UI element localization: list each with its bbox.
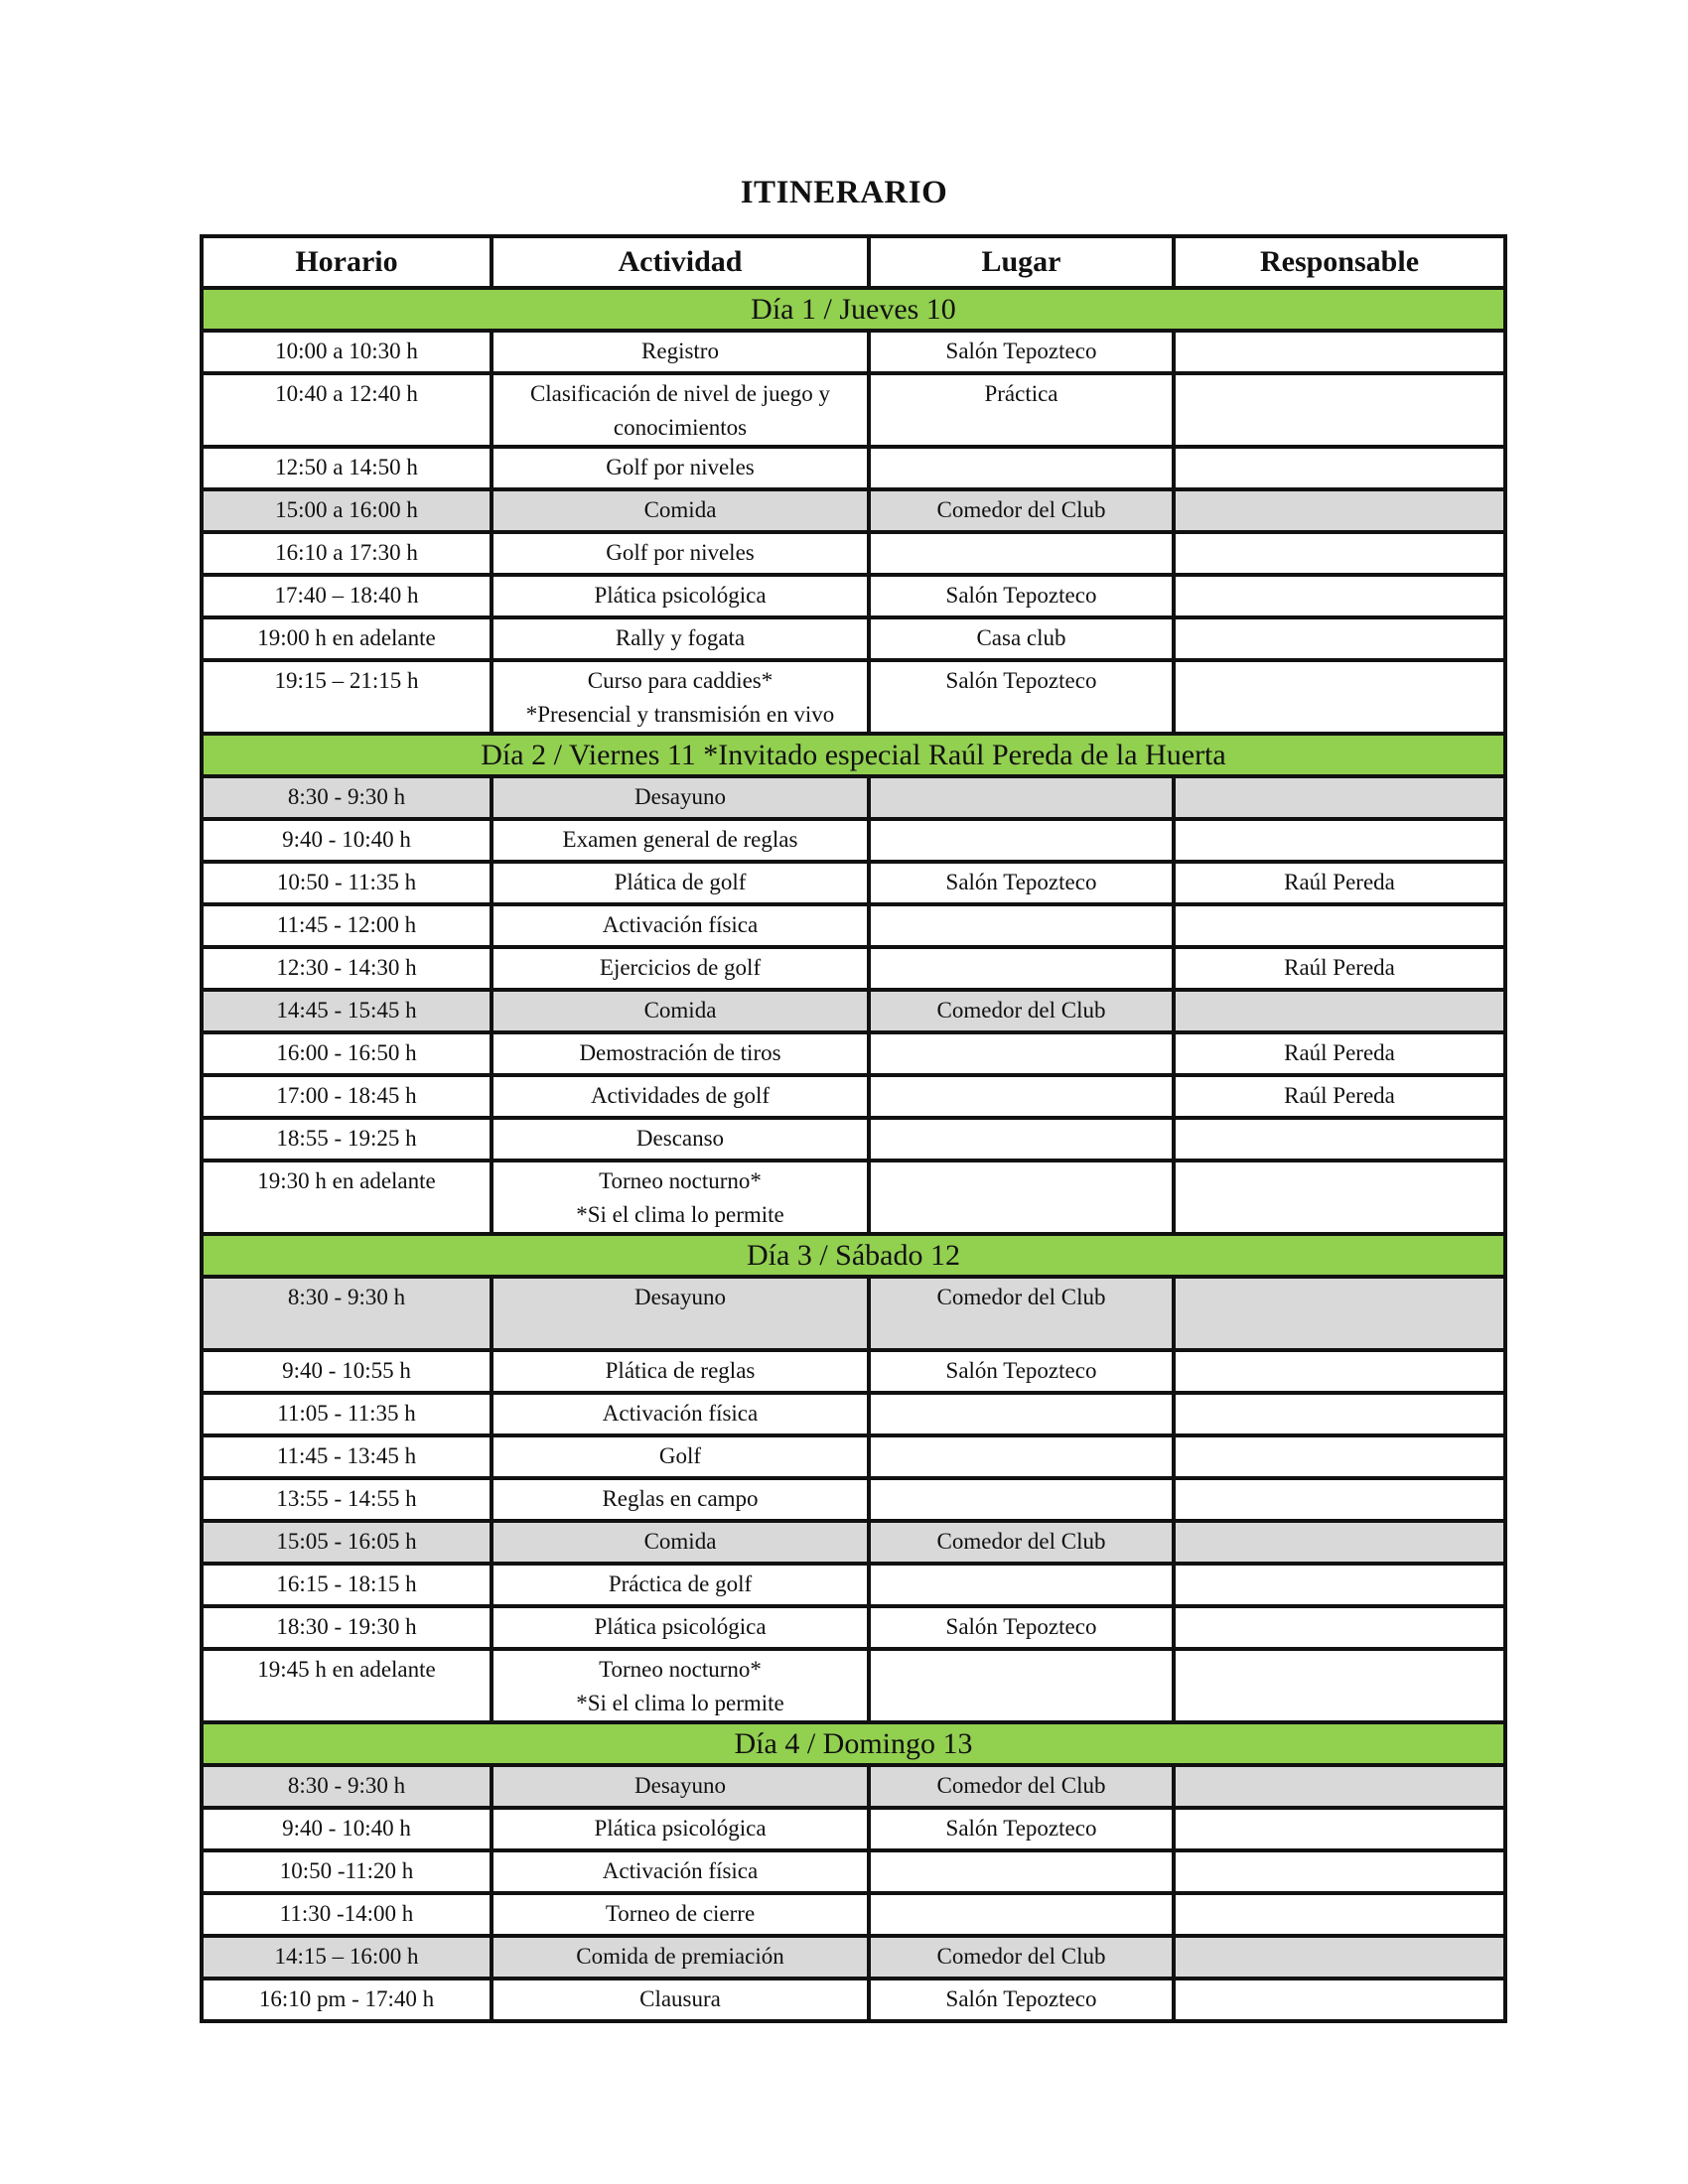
activity-line: Plática psicológica	[594, 1816, 767, 1841]
cell-responsable	[1174, 331, 1505, 373]
cell-lugar	[869, 1160, 1174, 1234]
activity-line: Activación física	[602, 912, 759, 937]
cell-horario: 18:55 - 19:25 h	[202, 1118, 492, 1160]
table-row	[202, 1936, 1505, 1979]
activity-line: Curso para caddies*	[587, 668, 774, 693]
activity-line: Actividades de golf	[590, 1083, 771, 1108]
cell-horario: 14:15 – 16:00 h	[202, 1936, 492, 1979]
cell-horario: 15:05 - 16:05 h	[202, 1521, 492, 1564]
cell-lugar: Salón Tepozteco	[869, 1606, 1174, 1649]
cell-actividad	[492, 862, 869, 904]
cell-lugar	[869, 1393, 1174, 1435]
cell-horario: 15:00 a 16:00 h	[202, 489, 492, 532]
activity-line: Torneo nocturno*	[599, 1168, 762, 1193]
cell-actividad	[492, 1277, 869, 1350]
cell-lugar	[869, 1032, 1174, 1075]
table-row	[202, 1850, 1505, 1893]
cell-actividad	[492, 447, 869, 489]
day-heading-row	[202, 734, 1505, 776]
table-row	[202, 489, 1505, 532]
activity-line: Clasificación de nivel de juego y	[529, 381, 831, 406]
activity-line: Golf por niveles	[606, 540, 755, 565]
cell-lugar: Comedor del Club	[869, 1521, 1174, 1564]
cell-horario: 16:10 pm - 17:40 h	[202, 1979, 492, 2021]
cell-actividad	[492, 1765, 869, 1808]
cell-responsable	[1174, 1564, 1505, 1606]
activity-line: Desayuno	[634, 784, 726, 809]
table-row	[202, 1160, 1505, 1234]
cell-horario: 10:50 - 11:35 h	[202, 862, 492, 904]
cell-horario: 11:30 -14:00 h	[202, 1893, 492, 1936]
cell-horario: 8:30 - 9:30 h	[202, 776, 492, 819]
cell-actividad	[492, 1850, 869, 1893]
activity-line: Plática psicológica	[594, 1614, 767, 1639]
cell-actividad	[492, 776, 869, 819]
day-heading-row	[202, 288, 1505, 331]
activity-line: Desayuno	[634, 1285, 726, 1309]
table-row	[202, 1075, 1505, 1118]
header-horario: Horario	[202, 236, 492, 288]
table-row	[202, 660, 1505, 734]
cell-lugar	[869, 1118, 1174, 1160]
cell-responsable	[1174, 1478, 1505, 1521]
activity-line: Golf por niveles	[606, 455, 755, 479]
cell-responsable	[1174, 373, 1505, 447]
cell-horario: 11:05 - 11:35 h	[202, 1393, 492, 1435]
cell-lugar	[869, 947, 1174, 990]
cell-horario: 12:50 a 14:50 h	[202, 447, 492, 489]
activity-line: Comida	[643, 998, 717, 1023]
table-row	[202, 776, 1505, 819]
cell-lugar: Salón Tepozteco	[869, 862, 1174, 904]
day-heading-row	[202, 1722, 1505, 1765]
cell-responsable	[1174, 1393, 1505, 1435]
activity-line: Examen general de reglas	[562, 827, 798, 852]
activity-line: Comida de premiación	[576, 1944, 784, 1969]
cell-actividad	[492, 1521, 869, 1564]
day-heading: Día 4 / Domingo 13	[202, 1722, 1505, 1765]
cell-responsable	[1174, 904, 1505, 947]
table-row	[202, 1478, 1505, 1521]
cell-actividad	[492, 331, 869, 373]
day-heading-row	[202, 1234, 1505, 1277]
day-heading: Día 3 / Sábado 12	[202, 1234, 1505, 1277]
cell-actividad	[492, 1075, 869, 1118]
cell-horario: 19:15 – 21:15 h	[202, 660, 492, 734]
table-row	[202, 575, 1505, 617]
table-row	[202, 331, 1505, 373]
cell-responsable	[1174, 1765, 1505, 1808]
cell-lugar	[869, 904, 1174, 947]
cell-lugar: Comedor del Club	[869, 1765, 1174, 1808]
table-row	[202, 1606, 1505, 1649]
table-row	[202, 904, 1505, 947]
activity-line: Rally y fogata	[615, 625, 746, 650]
activity-line: Demostración de tiros	[579, 1040, 781, 1065]
cell-lugar	[869, 1075, 1174, 1118]
cell-actividad	[492, 1118, 869, 1160]
activity-note-line: *Si el clima lo permite	[576, 1691, 784, 1715]
table-row	[202, 1350, 1505, 1393]
cell-lugar	[869, 1564, 1174, 1606]
table-row	[202, 447, 1505, 489]
cell-actividad	[492, 1893, 869, 1936]
cell-horario: 9:40 - 10:40 h	[202, 1808, 492, 1850]
activity-note-line: *Si el clima lo permite	[576, 1202, 784, 1227]
cell-horario: 9:40 - 10:55 h	[202, 1350, 492, 1393]
cell-responsable	[1174, 1936, 1505, 1979]
cell-actividad	[492, 1649, 869, 1722]
day-heading: Día 2 / Viernes 11 *Invitado especial Raúl Pereda de la Huerta	[202, 734, 1505, 776]
day-heading: Día 1 / Jueves 10	[202, 288, 1505, 331]
table-row	[202, 1118, 1505, 1160]
cell-responsable: Raúl Pereda	[1174, 1032, 1505, 1075]
cell-horario: 17:40 – 18:40 h	[202, 575, 492, 617]
table-row	[202, 617, 1505, 660]
cell-horario: 8:30 - 9:30 h	[202, 1765, 492, 1808]
cell-responsable: Raúl Pereda	[1174, 862, 1505, 904]
cell-lugar: Salón Tepozteco	[869, 1979, 1174, 2021]
cell-horario: 17:00 - 18:45 h	[202, 1075, 492, 1118]
table-row	[202, 1564, 1505, 1606]
cell-responsable	[1174, 1350, 1505, 1393]
cell-responsable	[1174, 1808, 1505, 1850]
cell-responsable	[1174, 575, 1505, 617]
cell-horario: 16:15 - 18:15 h	[202, 1564, 492, 1606]
cell-responsable	[1174, 532, 1505, 575]
table-row	[202, 1649, 1505, 1722]
cell-actividad	[492, 575, 869, 617]
activity-note-line: conocimientos	[613, 415, 748, 440]
cell-lugar	[869, 532, 1174, 575]
cell-lugar: Salón Tepozteco	[869, 660, 1174, 734]
cell-horario: 16:10 a 17:30 h	[202, 532, 492, 575]
cell-horario: 8:30 - 9:30 h	[202, 1277, 492, 1350]
table-row	[202, 1808, 1505, 1850]
activity-line: Comida	[643, 497, 717, 522]
table-row	[202, 1893, 1505, 1936]
cell-responsable	[1174, 447, 1505, 489]
cell-actividad	[492, 617, 869, 660]
cell-lugar: Práctica	[869, 373, 1174, 447]
cell-horario: 11:45 - 13:45 h	[202, 1435, 492, 1478]
cell-responsable	[1174, 776, 1505, 819]
cell-lugar: Salón Tepozteco	[869, 331, 1174, 373]
table-row	[202, 862, 1505, 904]
table-row	[202, 1765, 1505, 1808]
cell-responsable	[1174, 1850, 1505, 1893]
cell-lugar: Comedor del Club	[869, 1936, 1174, 1979]
cell-actividad	[492, 947, 869, 990]
cell-actividad	[492, 1393, 869, 1435]
activity-line: Plática de golf	[614, 870, 747, 894]
activity-line: Clausura	[639, 1986, 721, 2011]
itinerary-table	[200, 234, 1507, 2023]
table-row	[202, 1277, 1505, 1350]
cell-lugar: Salón Tepozteco	[869, 575, 1174, 617]
cell-responsable	[1174, 990, 1505, 1032]
activity-line: Plática psicológica	[594, 583, 767, 608]
cell-lugar	[869, 447, 1174, 489]
cell-responsable: Raúl Pereda	[1174, 947, 1505, 990]
header-lugar: Lugar	[869, 236, 1174, 288]
cell-responsable	[1174, 1649, 1505, 1722]
activity-line: Plática de reglas	[605, 1358, 756, 1383]
cell-actividad	[492, 373, 869, 447]
cell-lugar	[869, 1478, 1174, 1521]
cell-actividad	[492, 1606, 869, 1649]
cell-responsable	[1174, 1160, 1505, 1234]
cell-horario: 10:00 a 10:30 h	[202, 331, 492, 373]
table-row	[202, 1979, 1505, 2021]
cell-responsable	[1174, 1521, 1505, 1564]
cell-horario: 9:40 - 10:40 h	[202, 819, 492, 862]
activity-line: Golf	[658, 1443, 702, 1468]
cell-responsable	[1174, 1118, 1505, 1160]
cell-actividad	[492, 489, 869, 532]
table-row	[202, 819, 1505, 862]
table-row	[202, 1521, 1505, 1564]
cell-horario: 19:00 h en adelante	[202, 617, 492, 660]
cell-lugar: Salón Tepozteco	[869, 1808, 1174, 1850]
cell-lugar	[869, 1649, 1174, 1722]
activity-line: Desayuno	[634, 1773, 726, 1798]
table-row	[202, 990, 1505, 1032]
header-row	[202, 236, 1505, 288]
table-row	[202, 1435, 1505, 1478]
cell-horario: 10:40 a 12:40 h	[202, 373, 492, 447]
activity-line: Torneo nocturno*	[599, 1657, 762, 1682]
cell-lugar: Comedor del Club	[869, 1277, 1174, 1350]
table-row	[202, 947, 1505, 990]
activity-line: Activación física	[602, 1401, 759, 1426]
cell-responsable	[1174, 660, 1505, 734]
cell-responsable	[1174, 489, 1505, 532]
cell-lugar	[869, 776, 1174, 819]
cell-actividad	[492, 1979, 869, 2021]
cell-responsable	[1174, 819, 1505, 862]
cell-horario: 12:30 - 14:30 h	[202, 947, 492, 990]
activity-line: Ejercicios de golf	[599, 955, 762, 980]
activity-note-line: *Presencial y transmisión en vivo	[525, 702, 835, 727]
cell-responsable: Raúl Pereda	[1174, 1075, 1505, 1118]
activity-line: Descanso	[635, 1126, 725, 1151]
cell-actividad	[492, 1564, 869, 1606]
cell-actividad	[492, 819, 869, 862]
cell-actividad	[492, 660, 869, 734]
cell-responsable	[1174, 1606, 1505, 1649]
activity-line: Torneo de cierre	[605, 1901, 756, 1926]
cell-lugar: Comedor del Club	[869, 990, 1174, 1032]
cell-actividad	[492, 1160, 869, 1234]
page-title: ITINERARIO	[740, 175, 948, 210]
activity-line: Activación física	[602, 1858, 759, 1883]
cell-lugar	[869, 1435, 1174, 1478]
cell-actividad	[492, 990, 869, 1032]
cell-actividad	[492, 1808, 869, 1850]
cell-responsable	[1174, 1435, 1505, 1478]
table-row	[202, 532, 1505, 575]
cell-actividad	[492, 532, 869, 575]
cell-actividad	[492, 904, 869, 947]
cell-lugar: Comedor del Club	[869, 489, 1174, 532]
cell-actividad	[492, 1032, 869, 1075]
cell-lugar: Casa club	[869, 617, 1174, 660]
activity-line: Reglas en campo	[602, 1486, 759, 1511]
table-row	[202, 1032, 1505, 1075]
activity-line: Registro	[641, 339, 719, 363]
cell-actividad	[492, 1435, 869, 1478]
cell-horario: 19:45 h en adelante	[202, 1649, 492, 1722]
cell-responsable	[1174, 1979, 1505, 2021]
cell-lugar: Salón Tepozteco	[869, 1350, 1174, 1393]
cell-horario: 16:00 - 16:50 h	[202, 1032, 492, 1075]
cell-horario: 14:45 - 15:45 h	[202, 990, 492, 1032]
header-actividad: Actividad	[492, 236, 869, 288]
cell-responsable	[1174, 1893, 1505, 1936]
activity-line: Comida	[643, 1529, 717, 1554]
cell-horario: 13:55 - 14:55 h	[202, 1478, 492, 1521]
cell-lugar	[869, 819, 1174, 862]
cell-actividad	[492, 1936, 869, 1979]
cell-horario: 18:30 - 19:30 h	[202, 1606, 492, 1649]
cell-actividad	[492, 1478, 869, 1521]
cell-responsable	[1174, 617, 1505, 660]
table-row	[202, 1393, 1505, 1435]
cell-lugar	[869, 1893, 1174, 1936]
activity-line: Práctica de golf	[608, 1571, 753, 1596]
cell-responsable	[1174, 1277, 1505, 1350]
table-row	[202, 373, 1505, 447]
cell-horario: 11:45 - 12:00 h	[202, 904, 492, 947]
cell-horario: 10:50 -11:20 h	[202, 1850, 492, 1893]
cell-lugar	[869, 1850, 1174, 1893]
cell-actividad	[492, 1350, 869, 1393]
header-responsable: Responsable	[1174, 236, 1505, 288]
cell-horario: 19:30 h en adelante	[202, 1160, 492, 1234]
